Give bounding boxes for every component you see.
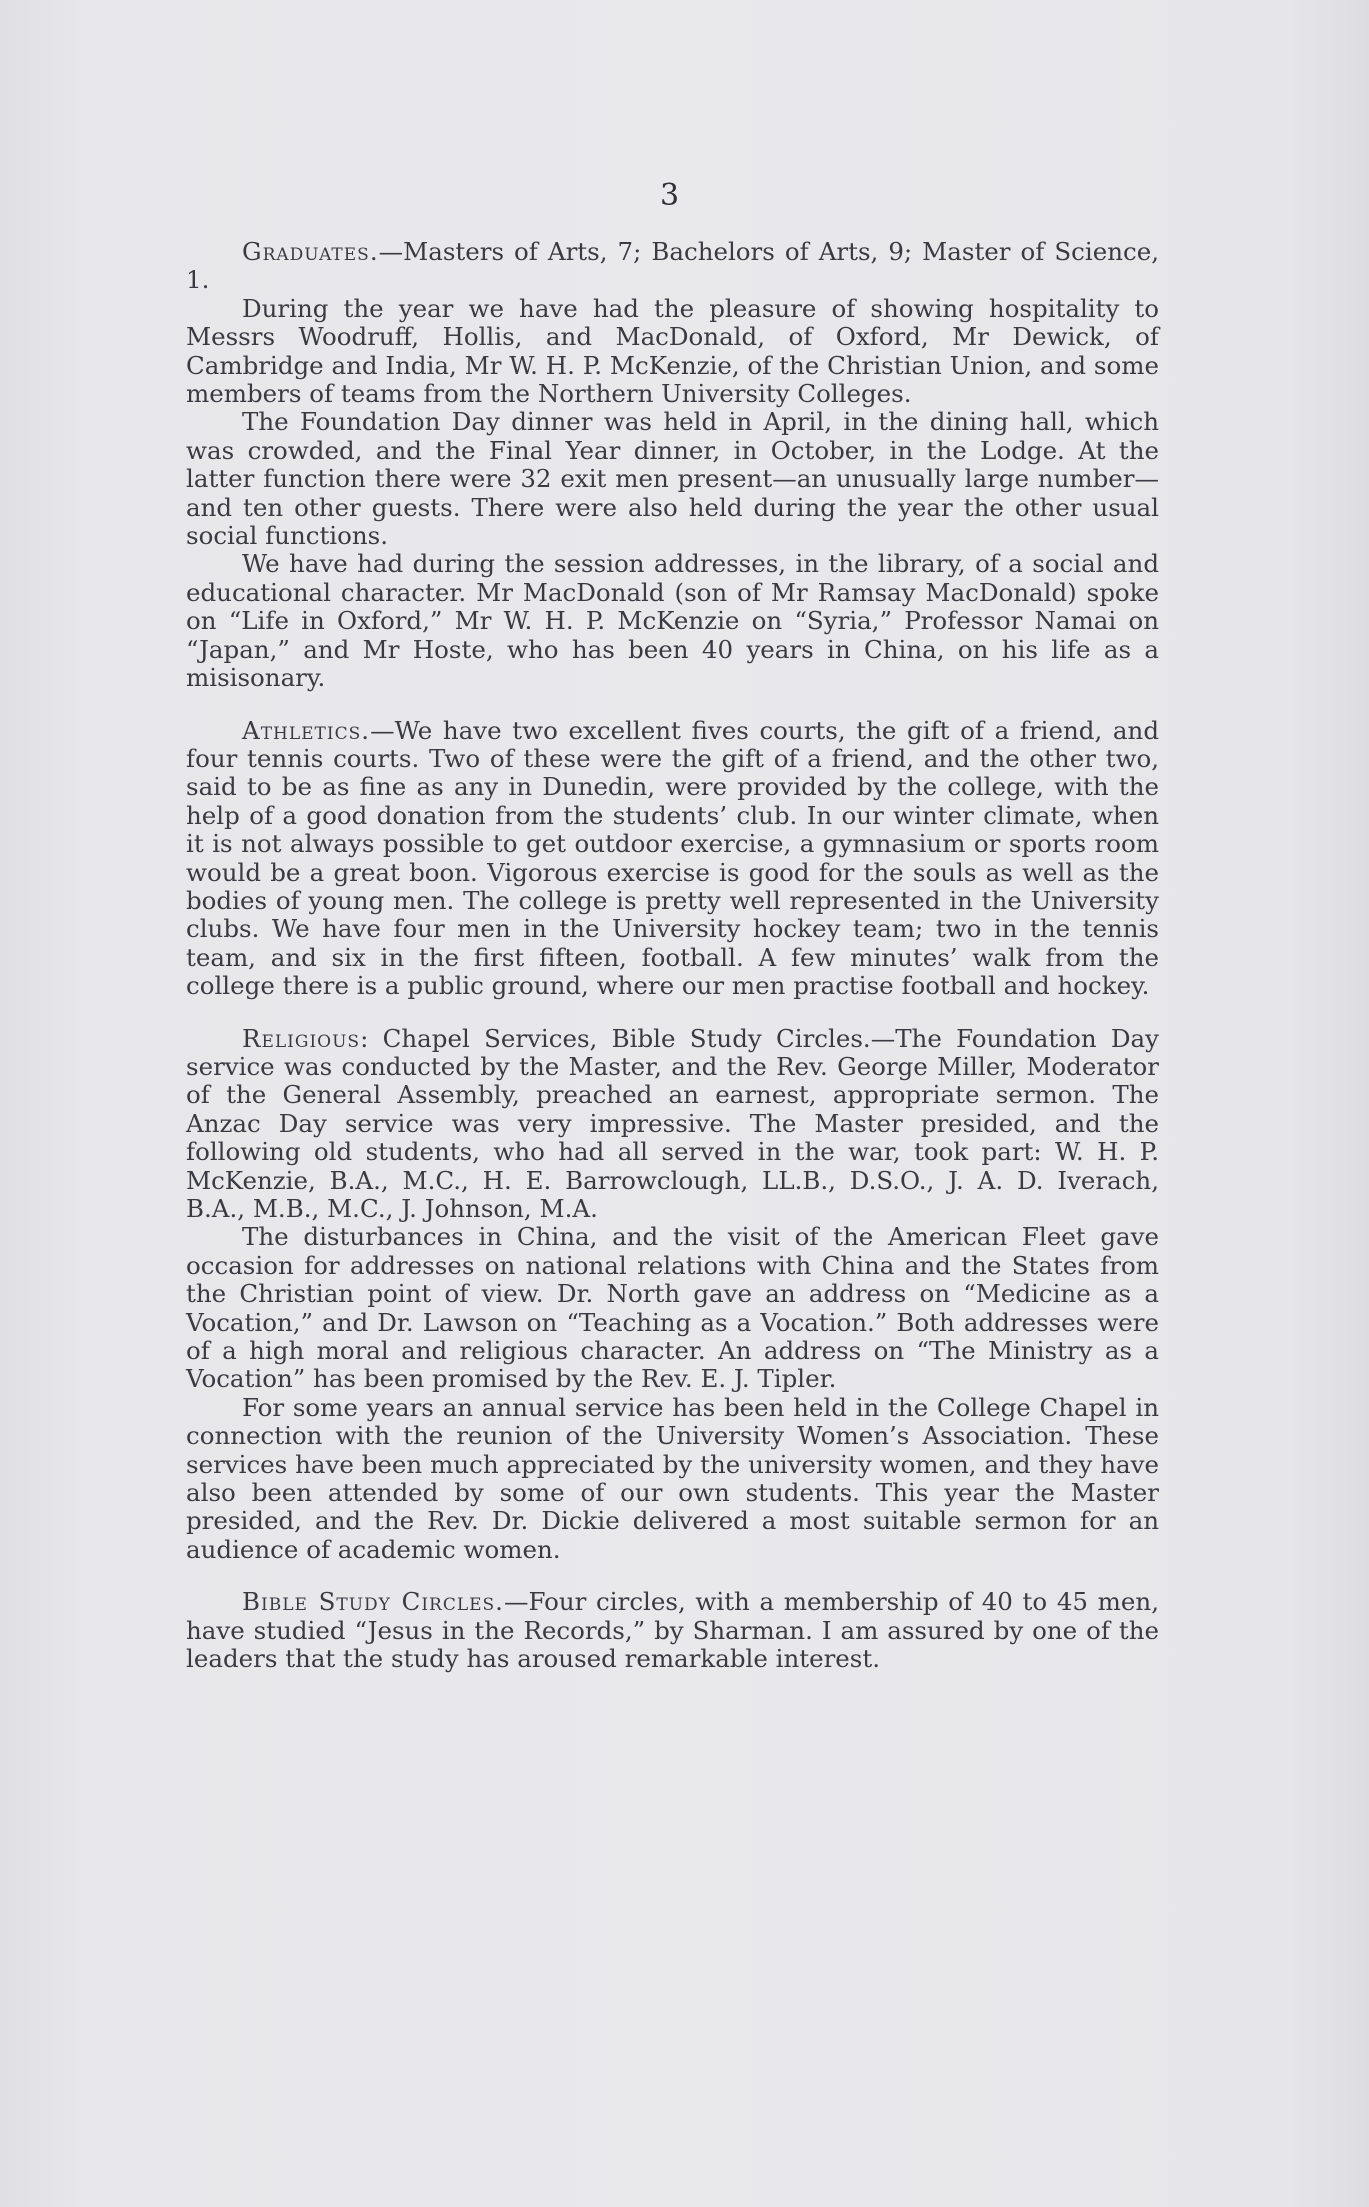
bible-study-paragraph	[186, 1588, 1159, 1673]
bible-study-text: —Four circles, with a membership of 40 to 45 men, have studied “Jesus in the Records,” by Sharman. I am assured by one of the leaders that the study has aroused remarkable interest.	[186, 1587, 1159, 1674]
page-number: 3	[659, 178, 680, 213]
section-gap	[186, 1564, 1159, 1588]
china-paragraph: The disturbances in China, and the visit of the American Fleet gave occasion for addresses on national relations with China and the States from the Christian point of view. Dr. North gave an address on “Medicine as a Vocation,” and Dr. Lawson on “Teaching as a Vocation.” Both addresses were of a high moral and religious character. An address on “The Ministry as a Vocation” has been promised by the Rev. E. J. Tipler.	[186, 1222, 1159, 1394]
religious-paragraph	[186, 1025, 1159, 1224]
religious-heading: Religious	[242, 1023, 361, 1053]
athletics-paragraph	[186, 717, 1159, 1001]
graduates-heading: Graduates.	[242, 237, 379, 266]
bible-study-heading: Bible Study Circles.	[242, 1587, 504, 1617]
graduates-paragraph	[186, 238, 1159, 295]
religious-text: : Chapel Services, Bible Study Circles.—The Foundation Day service was conducted by the Master, and the Rev. George Miller, Moderator of the General Assembly, preached an earnest, appropriate sermon. The Anzac Day service was very impressive. The Master presided, and the following old students, who had all served in the war, took part: W. H. P. McKenzie, B.A., M.C., H. E. Barrowclough, LL.B., D.S.O., J. A. D. Iverach, B.A., M.B., M.C., J. Johnson, M.A.	[186, 1023, 1159, 1223]
section-gap	[186, 1001, 1159, 1025]
womens-service-paragraph: For some years an annual service has been held in the College Chapel in connection with the reunion of the University Women’s Association. These services have been much appreciated by the university women, and they have also been attended by some of our own students. This year the Master presided, and the Rev. Dr. Dickie delivered a most suitable sermon for an audience of academic women.	[186, 1392, 1159, 1564]
athletics-heading: Athletics.	[242, 715, 371, 745]
athletics-text: —We have two excellent fives courts, the gift of a friend, and four tennis courts. Two of these were the gift of a friend, and the other two, said to be as fine as any in Dunedin, were provided by the college, with the help of a good donation from the students’ club. In our winter climate, when it is not always possible to get outdoor exercise, a gymnasium or sports room would be a great boon. Vigorous exercise is good for the souls as well as the bodies of young men. The college is pretty well represented in the University clubs. We have four men in the University hockey team; two in the tennis team, and six in the first fifteen, football. A few minutes’ walk from the college there is a public ground, where our men practise football and hockey.	[186, 715, 1159, 1001]
dinners-paragraph: The Foundation Day dinner was held in April, in the dining hall, which was crowded, and the Final Year dinner, in October, in the Lodge. At the latter function there were 32 exit men present—an unusually large number—and ten other guests. There were also held during the year the other usual social functions.	[186, 407, 1159, 551]
section-gap	[186, 693, 1159, 717]
graduates-text: —Masters of Arts, 7; Bachelors of Arts, 9; Master of Science, 1.	[186, 237, 1159, 295]
addresses-paragraph: We have had during the session addresses, in the library, of a social and educational character. Mr MacDonald (son of Mr Ramsay MacDonald) spoke on “Life in Oxford,” Mr W. H. P. McKenzie on “Syria,” Professor Namai on “Japan,” and Mr Hoste, who has been 40 years in China, on his life as a misisonary.	[186, 549, 1159, 693]
text-column	[186, 238, 1159, 1674]
hospitality-paragraph: During the year we have had the pleasure of showing hospitality to Messrs Woodruff, Hollis, and MacDonald, of Oxford, Mr Dewick, of Cambridge and India, Mr W. H. P. McKenzie, of the Christian Union, and some members of teams from the Northern University Colleges.	[186, 293, 1159, 409]
